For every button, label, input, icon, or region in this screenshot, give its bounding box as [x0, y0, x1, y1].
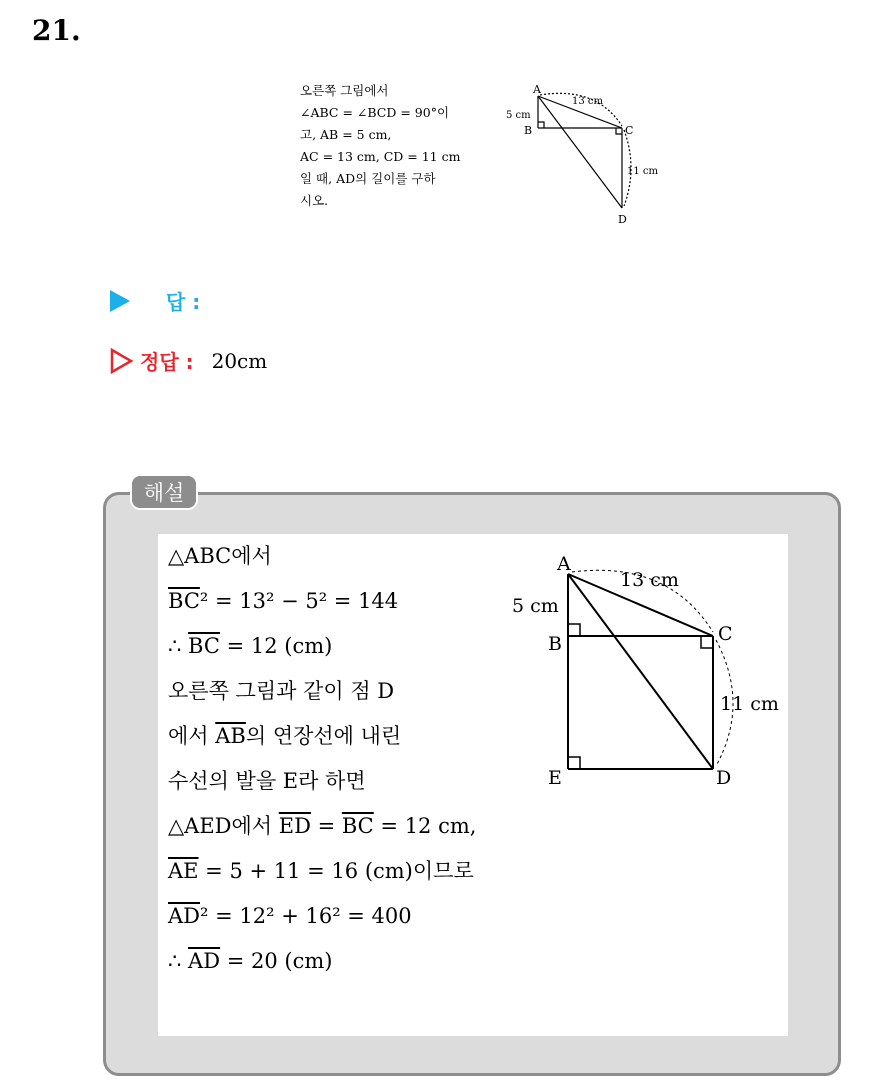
fig-label-c: C — [625, 124, 634, 137]
solution-line-rest: ² = 12² + 16² = 400 — [200, 904, 412, 928]
segment-bc: $\overline{BC}$ — [341, 814, 374, 838]
fig-label-a: A — [557, 553, 571, 575]
solution-line: 오른쪽 그림과 같이 점 D — [168, 679, 395, 703]
answer-label: 답 : — [166, 290, 201, 314]
segment-ae: $\overline{AE}$ — [168, 859, 199, 883]
solution-line-rest: ² = 13² − 5² = 144 — [199, 589, 399, 613]
solution-tag: 해설 — [130, 474, 198, 510]
fig-label-ab: 5 cm — [512, 595, 559, 617]
problem-line: 오른쪽 그림에서 — [300, 83, 389, 98]
fig-label-d: D — [716, 767, 732, 789]
segment-ed: $\overline{ED}$ — [278, 814, 311, 838]
problem-line: 일 때, AD의 길이를 구하 — [300, 171, 436, 186]
solution-line — [168, 849, 568, 894]
solution-line-rest: = 20 (cm) — [220, 949, 333, 973]
segment-bc: $\overline{BC}$ — [188, 634, 220, 658]
solution-figure — [488, 544, 788, 794]
solution-line — [168, 804, 568, 849]
solution-line: 수선의 발을 E라 하면 — [168, 769, 366, 793]
segment-ad: $\overline{AD}$ — [168, 904, 201, 928]
fig-label-ac: 13 cm — [620, 569, 679, 591]
segment-ad: $\overline{AD}$ — [188, 949, 221, 973]
outline-arrow-icon — [110, 348, 134, 374]
answer-row — [110, 286, 200, 315]
key-answer-value: 20cm — [211, 348, 268, 373]
solution-line: △ABC에서 — [168, 544, 272, 568]
fig-label-b: B — [548, 633, 562, 655]
key-answer-row — [110, 346, 267, 375]
key-answer-label: 정답 : — [140, 350, 194, 374]
problem-line: 고, AB = 5 cm, — [300, 127, 392, 142]
solution-line-rest: = 5 + 11 = 16 (cm)이므로 — [198, 859, 474, 883]
solution-line-pre: 에서 — [168, 724, 216, 748]
question-number: 21. — [32, 14, 81, 47]
solution-line — [168, 894, 568, 939]
fig-label-d: D — [618, 213, 627, 226]
therefore-symbol: ∴ — [168, 634, 189, 658]
solution-line-rest: = 12 (cm) — [219, 634, 333, 658]
problem-text — [300, 80, 500, 212]
solution-line — [168, 939, 568, 984]
solution-line-rest: 의 연장선에 내린 — [245, 724, 402, 748]
therefore-symbol: ∴ — [168, 949, 189, 973]
solution-panel — [158, 534, 788, 1036]
fig-label-cd: 11 cm — [627, 166, 658, 177]
solution-line-rest: = 12 cm, — [373, 814, 477, 838]
fig-label-ac: 13 cm — [572, 96, 603, 107]
problem-block — [300, 80, 660, 240]
problem-figure — [500, 80, 660, 240]
solution-line-mid: = — [310, 814, 342, 838]
fig-label-c: C — [718, 623, 733, 645]
fig-label-b: B — [524, 124, 533, 137]
fig-label-ab: 5 cm — [506, 110, 531, 121]
fig-label-e: E — [548, 767, 562, 789]
segment-ab: $\overline{AB}$ — [215, 724, 246, 748]
fig-label-a: A — [533, 83, 541, 96]
segment-bc: $\overline{BC}$ — [168, 589, 200, 613]
fig-label-cd: 11 cm — [720, 693, 779, 715]
problem-line: AC = 13 cm, CD = 11 cm — [300, 149, 461, 164]
play-arrow-icon — [110, 290, 130, 312]
solution-line-pre: △AED에서 — [168, 814, 279, 838]
problem-line: ∠ABC = ∠BCD = 90°이 — [300, 105, 450, 120]
problem-line: 시오. — [300, 193, 329, 208]
